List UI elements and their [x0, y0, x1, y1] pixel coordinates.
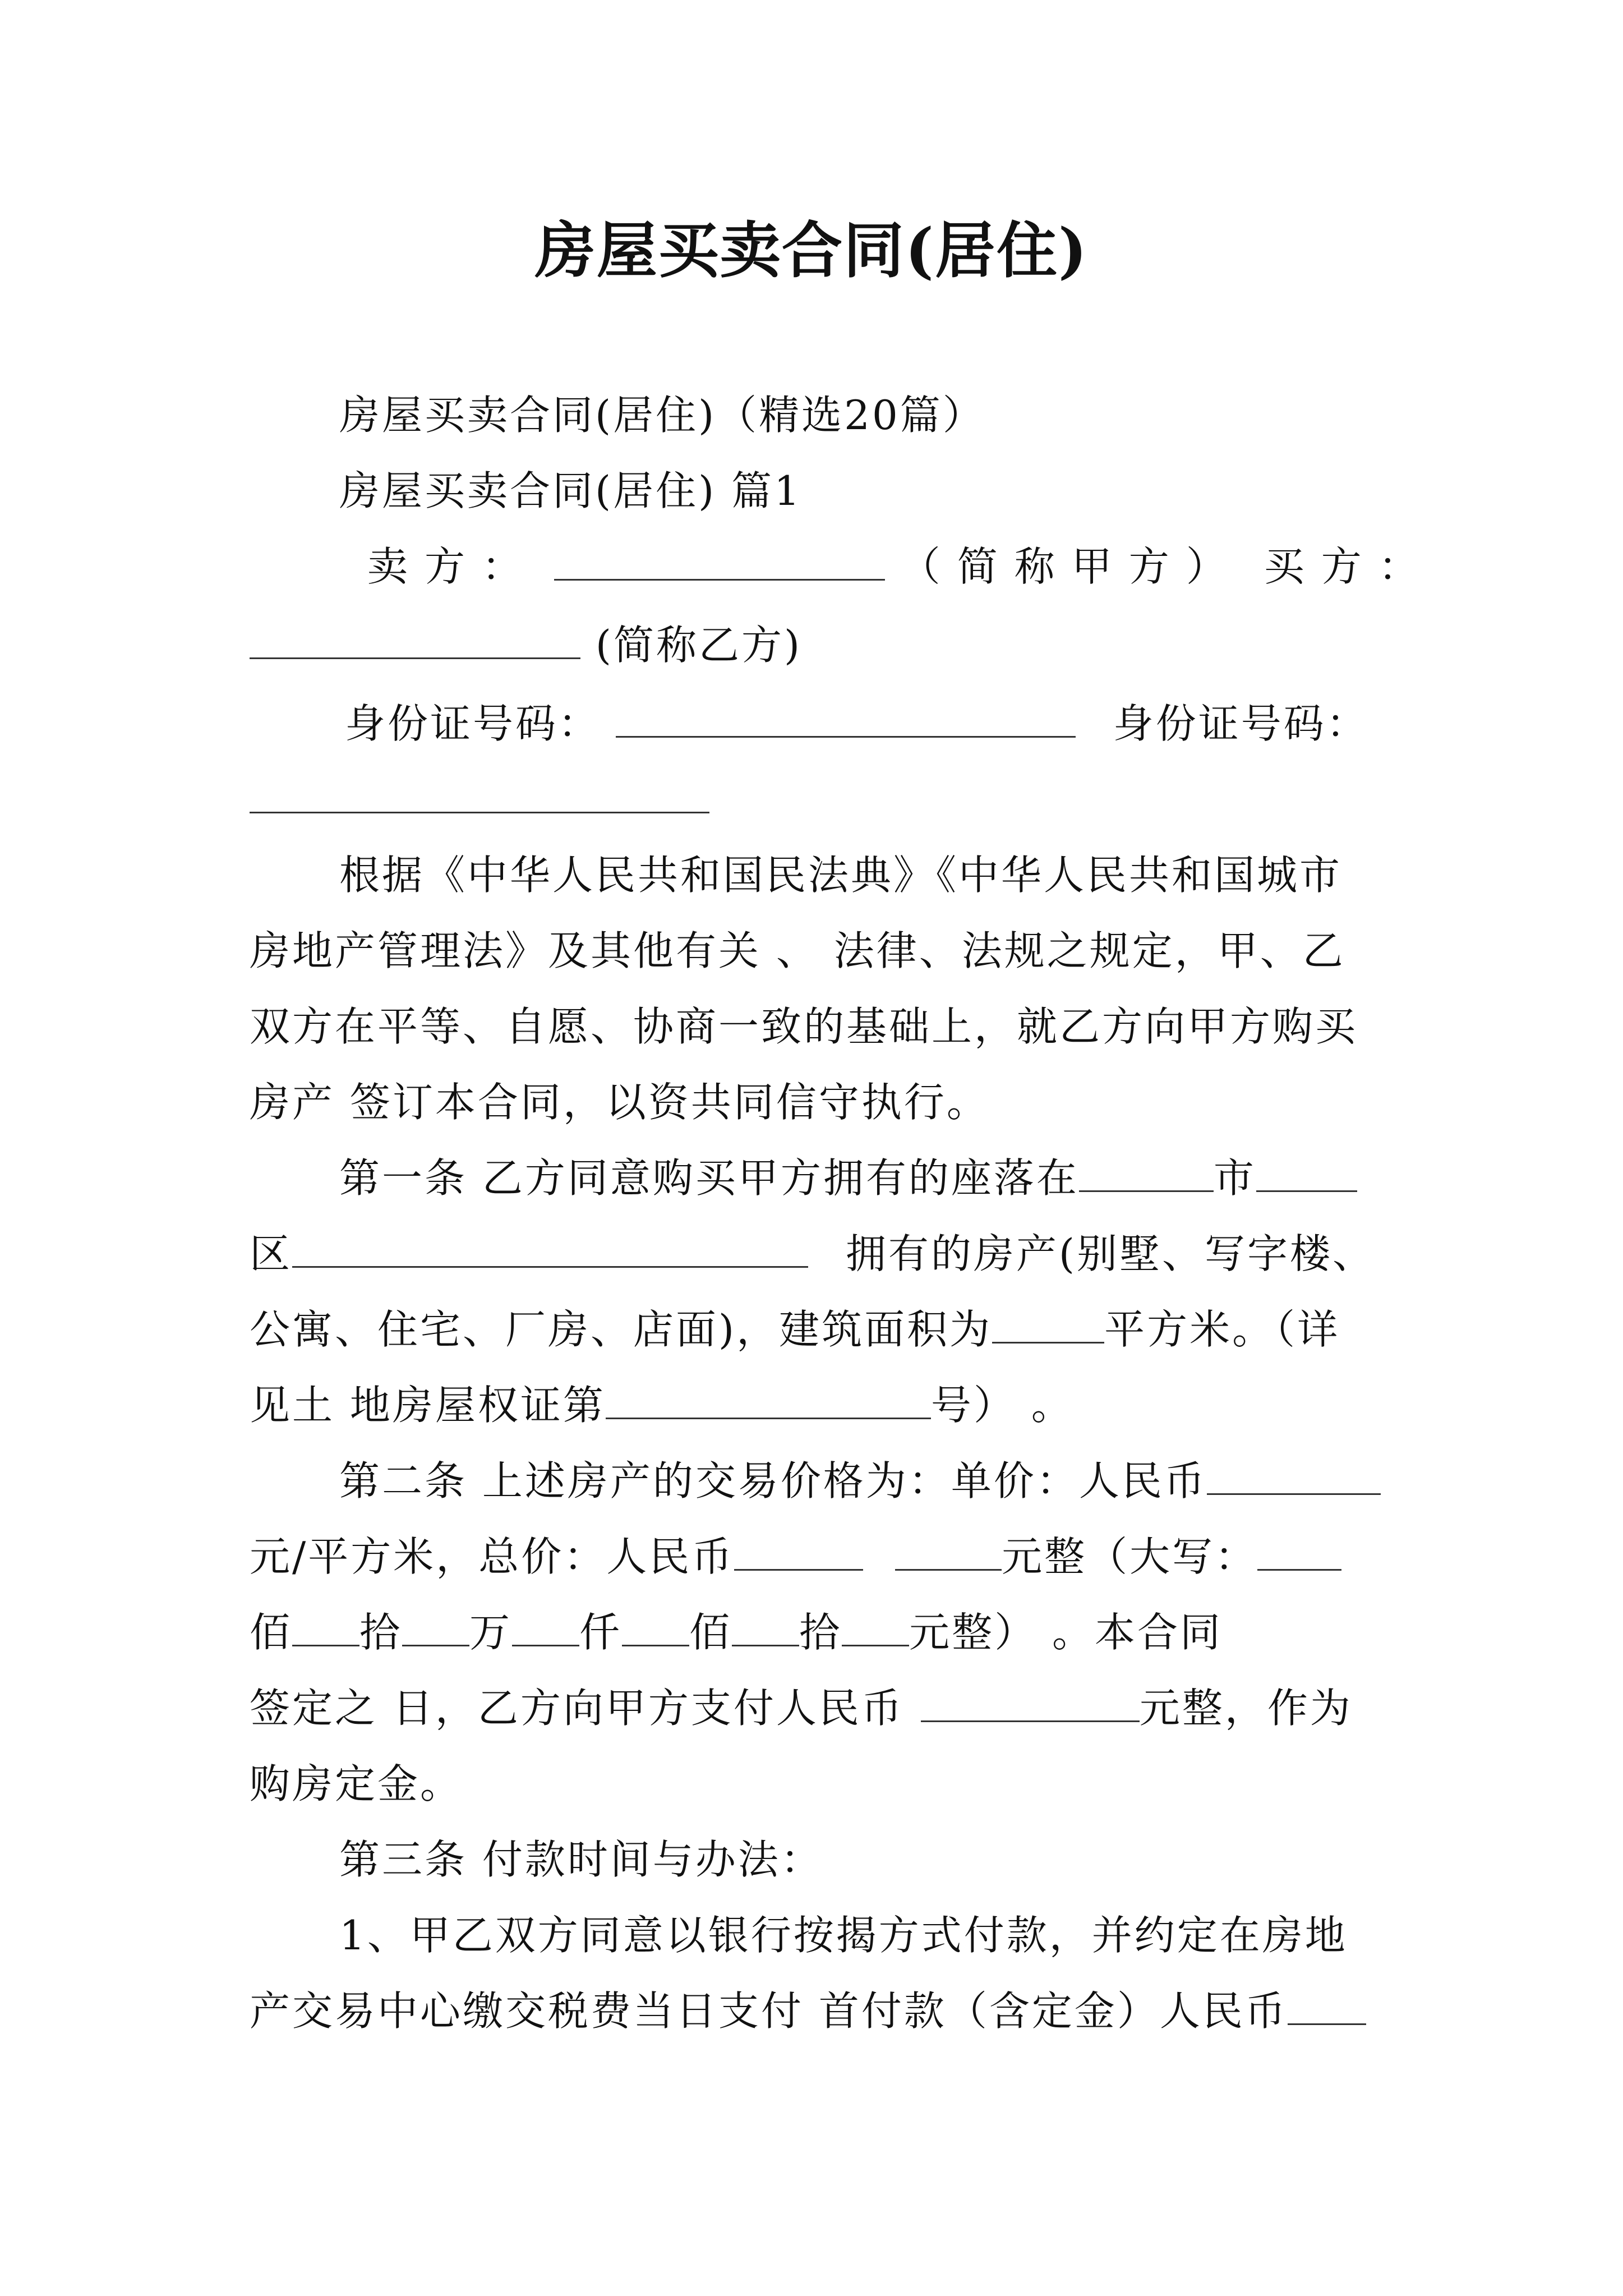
unit-shi-1: 拾 — [359, 1609, 403, 1656]
preamble-line-3: 双方在平等、自愿、协商一致的基础上，就乙方向甲方购买 — [250, 1003, 1358, 1050]
id-label-seller: 身份证号码： — [345, 700, 601, 747]
article1-text-e: 公寓、住宅、厂房、店面)，建筑面积为 — [250, 1306, 993, 1353]
seller-name-blank — [554, 544, 885, 581]
preamble-line-4: 房产 签订本合同，以资共同信守执行。 — [250, 1079, 989, 1126]
article1-text-h: 号） 。 — [930, 1382, 1074, 1429]
article1-text-b: 市 — [1213, 1154, 1256, 1202]
subtitle-line: 房屋买卖合同(居住)（精选20篇） — [339, 392, 985, 439]
article2-line-3 — [250, 1604, 1382, 1660]
capital-blank-6 — [842, 1610, 909, 1646]
address-blank — [292, 1231, 808, 1268]
down-payment-blank — [1288, 1989, 1366, 2025]
article1-line-4 — [250, 1377, 1382, 1433]
article1-text-c: 区 — [250, 1230, 293, 1277]
article1-text-g: 见土 地房屋权证第 — [250, 1382, 606, 1429]
preamble-line-1: 根据《中华人民共和国民法典》《中华人民共和国城市 — [339, 852, 1343, 899]
seller-label: 卖方： — [367, 543, 540, 590]
seller-short: （简称甲方） — [900, 543, 1243, 590]
article3-heading: 第三条 付款时间与办法： — [339, 1836, 823, 1883]
article1-text-f: 平方米。（详 — [1104, 1306, 1340, 1353]
article2-line-1 — [339, 1453, 1382, 1509]
buyer-short: (简称乙方) — [595, 622, 803, 669]
article1-text-a: 第一条 乙方同意购买甲方拥有的座落在 — [339, 1154, 1079, 1202]
unit-yuan: 元整） 。本合同 — [909, 1609, 1223, 1656]
unit-price-blank — [1207, 1458, 1381, 1495]
district-blank-a — [1256, 1156, 1357, 1192]
unit-shi-2: 拾 — [799, 1609, 842, 1656]
article2-line-2 — [250, 1529, 1382, 1585]
id-seller-blank — [616, 701, 1076, 738]
article1-line-2 — [250, 1226, 1382, 1282]
article2-text-d: 签定之 日，乙方向甲方支付人民币 — [250, 1685, 904, 1732]
capital-blank-5 — [732, 1610, 799, 1646]
article1-line-1 — [339, 1150, 1382, 1206]
article2-text-e: 元整，作为 — [1139, 1685, 1353, 1732]
unit-bai-1: 佰 — [250, 1609, 293, 1656]
total-price-blank-b — [895, 1534, 1002, 1571]
buyer-label: 买方： — [1264, 543, 1436, 590]
total-price-blank-a — [734, 1534, 863, 1571]
id-label-buyer: 身份证号码： — [1113, 700, 1369, 747]
unit-wan: 万 — [469, 1609, 513, 1656]
article2-line-5: 购房定金。 — [250, 1760, 463, 1807]
unit-bai-2: 佰 — [689, 1609, 732, 1656]
capital-blank-1 — [292, 1610, 359, 1646]
area-blank — [992, 1307, 1104, 1343]
article2-text-a: 第二条 上述房产的交易价格为：单价：人民币 — [339, 1457, 1207, 1504]
id-buyer-line — [250, 771, 1382, 827]
article1-line-3 — [250, 1301, 1382, 1358]
unit-qian: 仟 — [579, 1609, 623, 1656]
deposit-blank — [921, 1686, 1140, 1722]
article3-line-2 — [250, 1983, 1382, 2039]
buyer-name-line — [250, 617, 1382, 673]
capital-blank-2 — [402, 1610, 469, 1646]
certificate-blank — [606, 1383, 931, 1419]
section-heading: 房屋买卖合同(居住) 篇1 — [339, 467, 802, 514]
article3-line-1: 1、甲乙双方同意以银行按揭方式付款，并约定在房地 — [339, 1912, 1348, 1959]
article2-line-4 — [250, 1680, 1382, 1736]
id-buyer-blank — [250, 777, 709, 813]
id-number-line — [345, 696, 1382, 752]
preamble-line-2: 房地产管理法》及其他有关 、 法律、法规之规定，甲、乙 — [250, 927, 1345, 974]
city-blank — [1079, 1156, 1214, 1192]
seller-buyer-line — [367, 539, 1436, 595]
capital-blank-4 — [622, 1610, 689, 1646]
article3-text-b: 产交易中心缴交税费当日支付 首付款（含定金）人民币 — [250, 1987, 1288, 2035]
article2-text-c: 元整（大写： — [1002, 1533, 1258, 1580]
article2-text-b: 元/平方米，总价：人民币 — [250, 1533, 735, 1580]
capital-blank-0 — [1257, 1534, 1341, 1571]
capital-blank-3 — [512, 1610, 579, 1646]
article1-text-d: 拥有的房产(别墅、写字楼、 — [845, 1230, 1375, 1277]
document-title: 房屋买卖合同(居住) — [534, 215, 1089, 286]
buyer-name-blank — [250, 623, 580, 659]
